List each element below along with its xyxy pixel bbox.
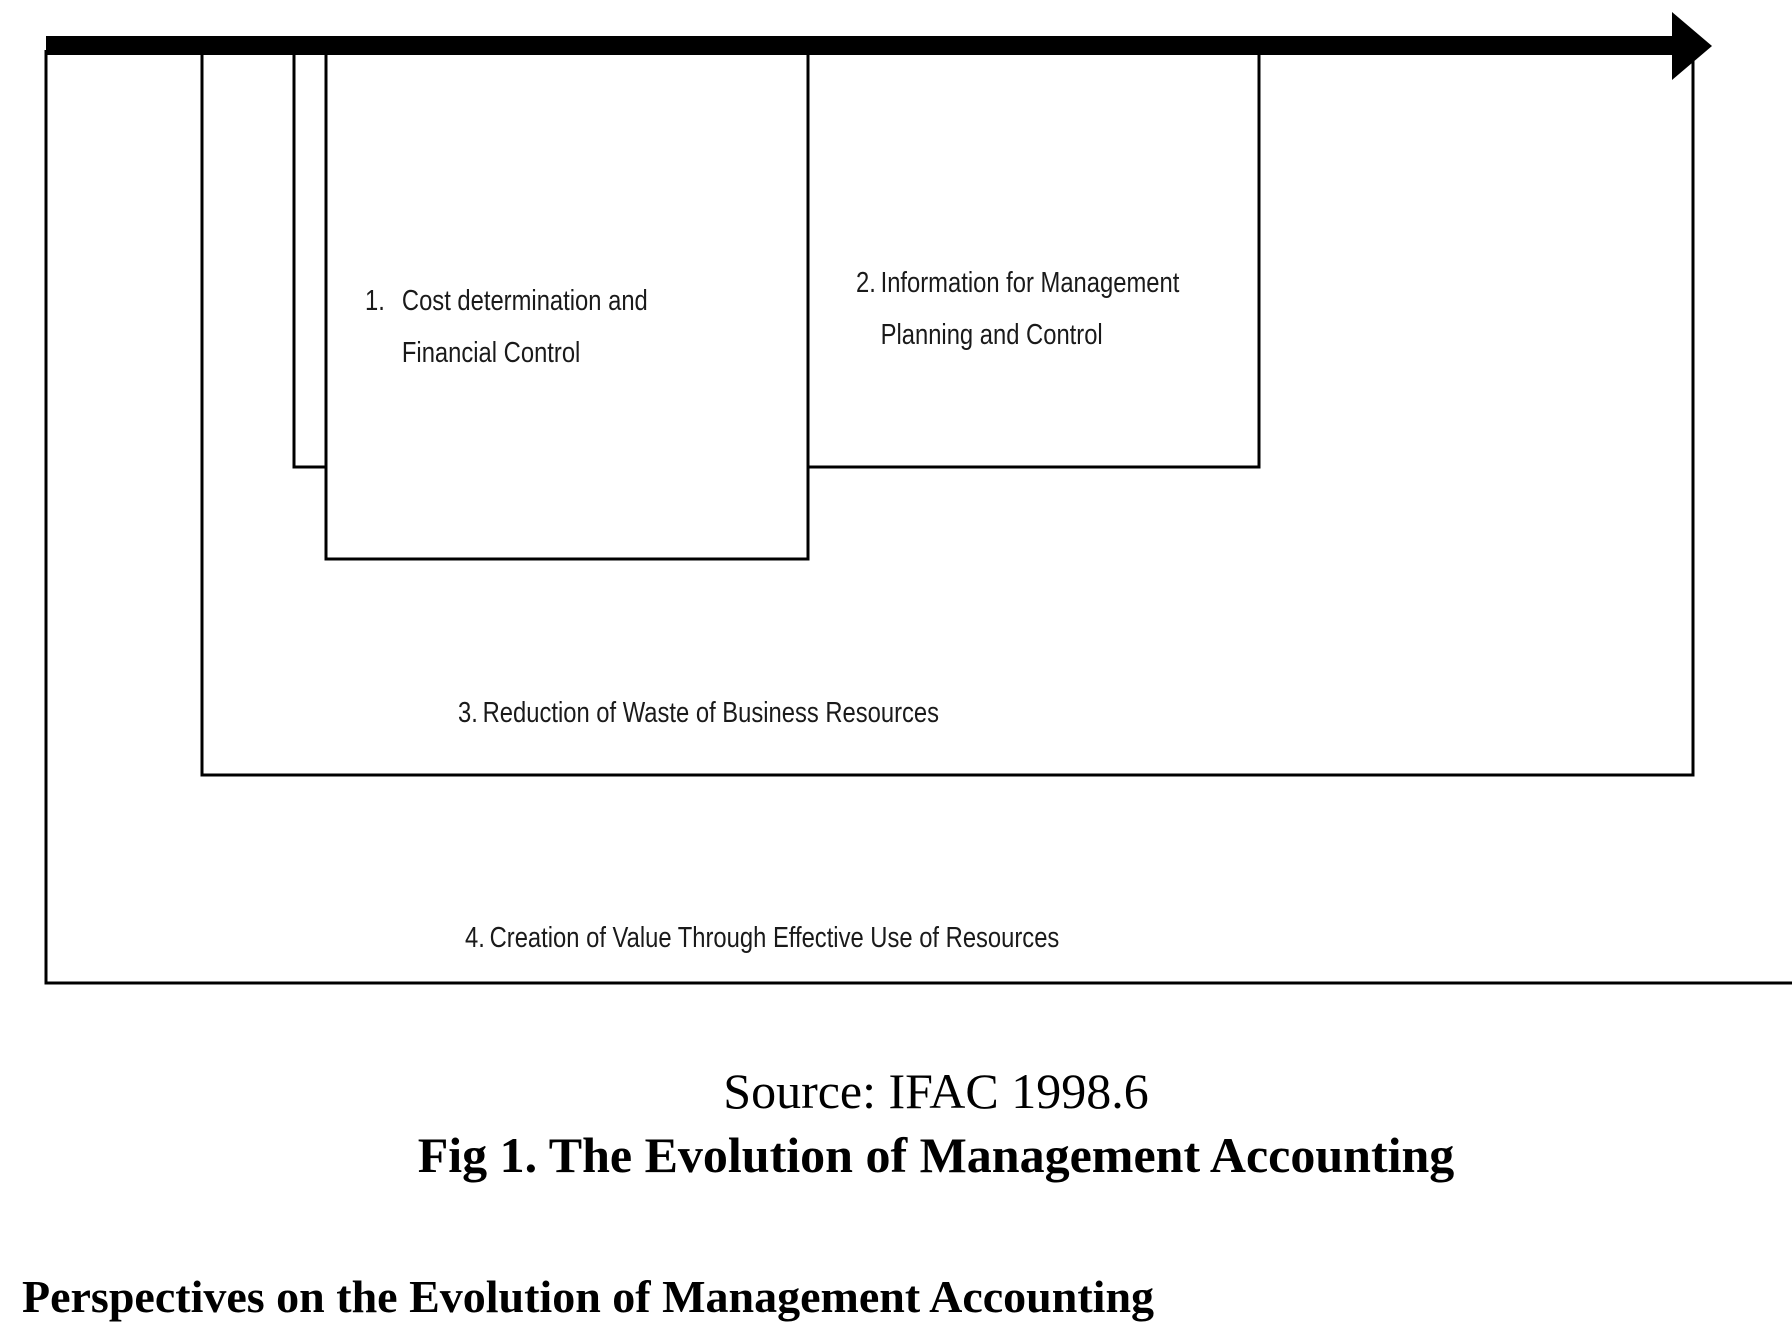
box-4-line1: Creation of Value Through Effective Use of Resources xyxy=(489,922,1060,954)
box-4-number: 4. xyxy=(465,922,485,954)
box-1-line2: Financial Control xyxy=(401,337,581,369)
box-1-label xyxy=(365,275,648,379)
box-2-line1: Information for Management xyxy=(880,267,1180,299)
box-4-label xyxy=(465,912,1059,964)
box-1-line1: Cost determination and xyxy=(401,285,648,317)
box-2-label xyxy=(856,257,1179,361)
box-1-number: 1. xyxy=(365,285,385,317)
timeline-arrow-shaft xyxy=(46,36,1676,55)
box-1-back-panel xyxy=(294,50,326,467)
box-3-outline xyxy=(202,50,1693,775)
box-4-outline xyxy=(46,50,1792,983)
box-2-line2: Planning and Control xyxy=(880,319,1103,351)
figure-caption: Fig 1. The Evolution of Management Accounting xyxy=(417,1127,1455,1183)
source-note: Source: IFAC 1998.6 xyxy=(723,1063,1149,1119)
section-heading: Perspectives on the Evolution of Management Accounting xyxy=(22,1271,1155,1322)
box-3-number: 3. xyxy=(458,697,478,729)
box-3-label xyxy=(458,687,939,739)
box-3-line1: Reduction of Waste of Business Resources xyxy=(482,697,940,729)
box-2-number: 2. xyxy=(856,267,876,299)
